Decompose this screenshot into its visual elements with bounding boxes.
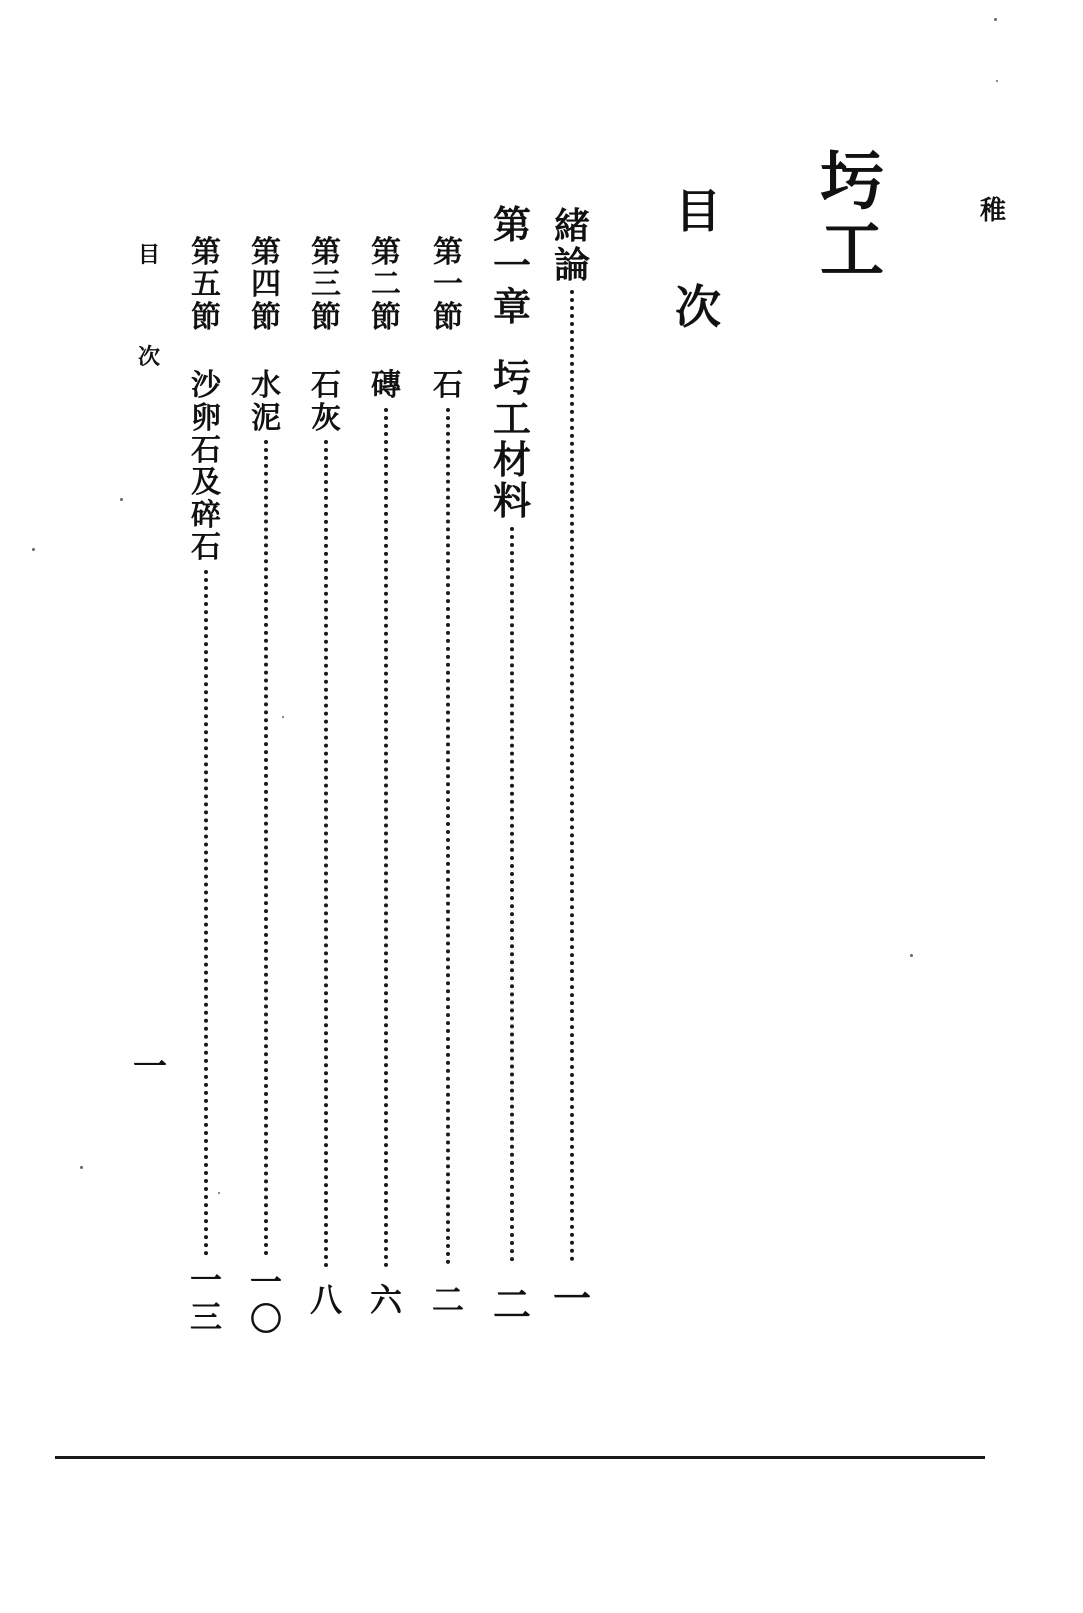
toc-label-char: 第 <box>311 235 341 270</box>
toc-label-char: 節 <box>251 299 281 335</box>
toc-page-number <box>364 1281 408 1321</box>
toc-title <box>433 368 463 404</box>
toc-page-number <box>244 1263 288 1339</box>
scan-speck <box>994 18 997 21</box>
toc-label-char: 第 <box>191 235 221 270</box>
toc-label-char: 節 <box>191 299 221 335</box>
toc-heading <box>668 184 728 334</box>
bottom-rule <box>55 1456 985 1459</box>
dot-leader <box>324 440 328 1268</box>
toc-label <box>251 235 281 335</box>
toc-page-number-char: 三 <box>189 1297 222 1336</box>
toc-title-char: 石 <box>191 432 221 468</box>
toc-label-char: 二 <box>371 267 401 303</box>
book-title-char: 圬 <box>820 144 884 219</box>
toc-title-char: 料 <box>492 478 531 524</box>
toc-title-char: 圬 <box>492 355 531 401</box>
toc-label <box>433 235 463 335</box>
toc-title-char: 沙 <box>191 368 221 404</box>
toc-label-char: 第 <box>433 235 463 270</box>
toc-entry-ch1 <box>488 202 536 1262</box>
scan-speck <box>80 1166 83 1169</box>
scan-speck <box>996 80 998 82</box>
page-number-char: 一 <box>133 1047 167 1087</box>
toc-label <box>553 205 590 286</box>
toc-page-number-char: 一 <box>189 1261 222 1299</box>
toc-label-char: 四 <box>251 267 281 303</box>
toc-page-number-char: 二 <box>431 1281 464 1319</box>
toc-label-char: 節 <box>311 299 341 335</box>
dot-leader <box>510 527 514 1262</box>
scan-speck <box>120 498 123 501</box>
running-head-char: 次 <box>137 343 160 370</box>
toc-page-number <box>426 1281 470 1321</box>
toc-title <box>191 368 221 566</box>
toc-title-char: 材 <box>492 437 531 483</box>
toc-title-char: 水 <box>251 368 281 404</box>
margin-mark-char: 稚 <box>979 196 1006 226</box>
toc-label-char: 一 <box>433 267 463 303</box>
toc-title-char: 及 <box>191 465 221 501</box>
toc-page-number-char: 一 <box>249 1263 282 1301</box>
toc-title-char: 石 <box>311 368 341 404</box>
toc-page-number-char: 六 <box>369 1281 402 1319</box>
toc-label-char: 第 <box>492 202 531 247</box>
toc-entry-s5 <box>184 235 228 1256</box>
toc-page-number-char: 一 <box>552 1276 591 1321</box>
toc-page-number <box>184 1261 228 1337</box>
book-title-char: 工 <box>820 213 884 289</box>
toc-label-char: 節 <box>371 299 401 335</box>
toc-entry-s2 <box>364 235 408 1268</box>
toc-title-char: 灰 <box>311 400 341 436</box>
scan-speck <box>218 1192 220 1194</box>
dot-leader <box>264 440 268 1256</box>
toc-label-char: 三 <box>311 267 341 303</box>
toc-label-char: 第 <box>371 235 401 270</box>
toc-page-number <box>304 1281 348 1321</box>
running-head-char: 目 <box>137 242 160 268</box>
dot-leader <box>384 408 388 1268</box>
toc-entry-intro <box>548 205 596 1262</box>
dot-leader <box>446 408 450 1265</box>
toc-heading-char: 目 <box>675 184 721 238</box>
toc-title-char: 石 <box>433 368 463 404</box>
toc-label <box>311 235 341 335</box>
toc-label <box>191 235 221 335</box>
toc-page-number <box>548 1276 596 1323</box>
toc-page-number <box>488 1282 536 1329</box>
toc-title <box>251 368 281 436</box>
scan-speck <box>32 548 35 551</box>
toc-title-char: 碎 <box>191 497 221 533</box>
toc-title <box>311 368 341 436</box>
toc-page-number-char: 〇 <box>249 1299 282 1338</box>
toc-entry-s4 <box>244 235 288 1256</box>
page-number <box>130 1047 170 1087</box>
toc-title <box>371 368 401 404</box>
dot-leader <box>570 290 574 1262</box>
toc-title <box>492 355 531 524</box>
toc-label-char: 章 <box>492 284 531 330</box>
book-title <box>812 144 892 289</box>
toc-label-char: 論 <box>553 243 590 286</box>
dot-leader <box>204 570 208 1256</box>
running-head <box>134 244 164 370</box>
toc-page-number-char: 八 <box>309 1281 342 1319</box>
toc-title-char: 卵 <box>191 400 221 436</box>
toc-label <box>492 202 531 330</box>
toc-label <box>371 235 401 335</box>
scan-speck <box>910 954 913 957</box>
margin-mark <box>978 198 1008 226</box>
scan-speck <box>282 716 284 718</box>
toc-heading-char: 次 <box>675 279 721 334</box>
toc-entry-s1 <box>426 235 470 1265</box>
toc-entry-s3 <box>304 235 348 1268</box>
toc-title-char: 石 <box>191 530 221 566</box>
toc-title-char: 泥 <box>251 400 281 436</box>
toc-page-number-char: 二 <box>492 1282 531 1327</box>
toc-title-char: 工 <box>492 396 531 442</box>
toc-label-char: 第 <box>251 235 281 270</box>
toc-label-char: 緒 <box>553 205 590 247</box>
toc-label-char: 節 <box>433 299 463 335</box>
toc-title-char: 磚 <box>371 368 401 404</box>
toc-label-char: 一 <box>492 243 531 289</box>
toc-label-char: 五 <box>191 267 221 303</box>
